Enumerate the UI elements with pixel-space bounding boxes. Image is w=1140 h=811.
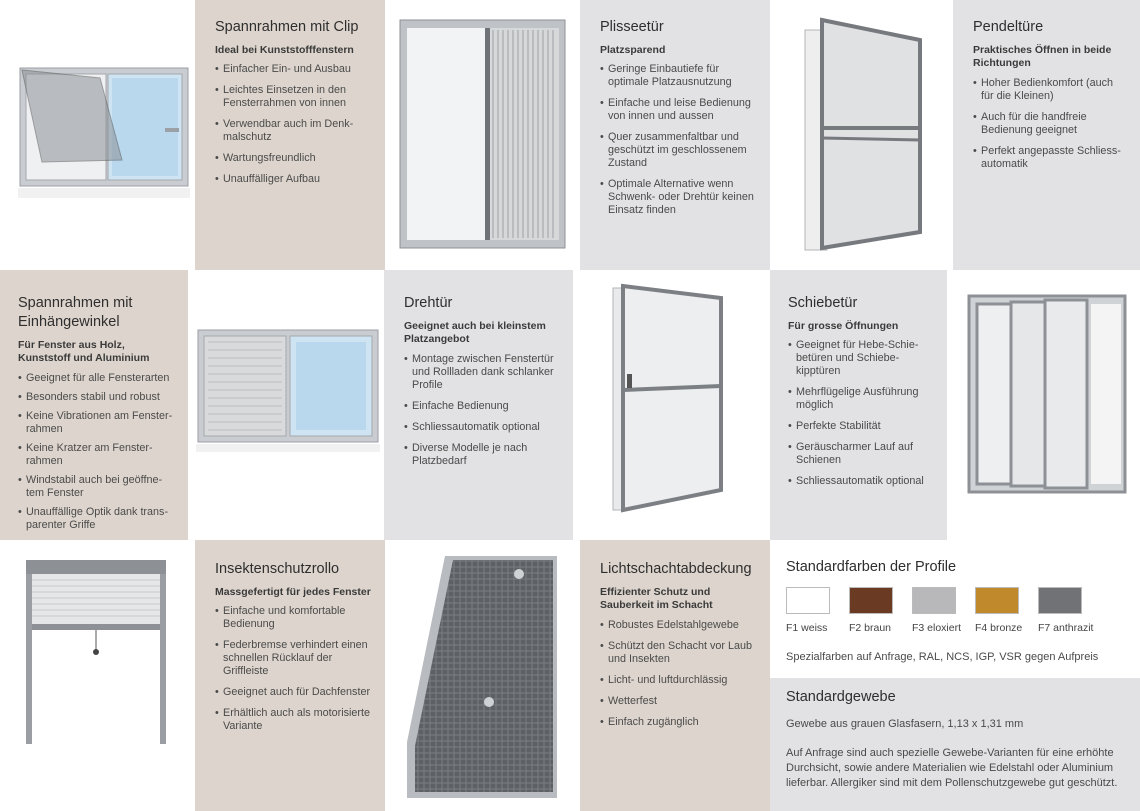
swatch-item	[1038, 587, 1100, 636]
swatch-label: F7 anthrazit	[1038, 621, 1094, 634]
swatch-label: F3 eloxiert	[912, 621, 962, 634]
swatch-anthracite	[1038, 587, 1082, 614]
list-item: • Federbremse verhindert einen schnellen Rücklauf der Griffleiste	[215, 639, 371, 678]
fabric-spec: Gewebe aus grauen Glasfasern, 1,13 x 1,31 mm	[786, 717, 1024, 730]
swatch-item	[849, 587, 911, 636]
list-item: • Einfache Bedienung	[404, 400, 559, 413]
list-item: • Einfache und leise Bedienung von innen und aussen	[600, 97, 756, 123]
pendeltuer-subtitle: Praktisches Öffnen in beide Richtungen	[973, 43, 1112, 70]
list-item: • Keine Kratzer am Fenster-rahmen	[18, 442, 174, 468]
list-item: • Wartungsfreundlich	[215, 152, 371, 165]
list-item: • Verwendbar auch im Denk-malschutz	[215, 118, 371, 144]
list-item: • Perfekte Stabilität	[788, 420, 933, 433]
list-item: • Geeignet auch für Dachfenster	[215, 686, 371, 699]
schiebetuer-title: Schiebetür	[788, 295, 858, 311]
drehtuer-title: Drehtür	[404, 295, 453, 311]
swatch-label: F4 bronze	[975, 621, 1023, 634]
spannrahmen-clip-subtitle: Ideal bei Kunststofffenstern	[215, 43, 354, 56]
fabric-title: Standardgewebe	[786, 689, 896, 705]
lichtschacht-subtitle: Effizienter Schutz und Sauberkeit im Schacht	[600, 585, 713, 612]
image-pendeltuer	[770, 0, 953, 270]
list-item: • Schliessautomatik optional	[788, 475, 933, 488]
swatch-anodized	[912, 587, 956, 614]
image-drehtuer	[573, 270, 770, 540]
list-item: • Einfach zugänglich	[600, 716, 756, 729]
pendeltuer-title: Pendeltüre	[973, 19, 1044, 35]
list-item: • Diverse Modelle je nach Platzbedarf	[404, 442, 559, 468]
list-item: • Optimale Alternative wenn Schwenk- oder Drehtür keinen Einsatz finden	[600, 178, 756, 217]
list-item: • Windstabil auch bei geöffne-tem Fenster	[18, 474, 174, 500]
image-schiebetuer	[947, 270, 1140, 540]
colors-title: Standardfarben der Profile	[786, 559, 957, 575]
plisseetuer-panel	[580, 0, 770, 270]
colors-panel	[770, 540, 1140, 678]
list-item: • Licht- und luftdurchlässig	[600, 674, 756, 687]
list-item: • Keine Vibrationen am Fenster-rahmen	[18, 410, 174, 436]
drehtuer-panel	[384, 270, 573, 540]
list-item: • Geringe Einbautiefe für optimale Platzausnutzung	[600, 63, 756, 89]
spannrahmen-winkel-title: Spannrahmen mit Einhängewinkel	[18, 295, 133, 330]
list-item: • Besonders stabil und robust	[18, 391, 174, 404]
list-item: • Wetterfest	[600, 695, 756, 708]
plisseetuer-subtitle: Platzsparend	[600, 43, 666, 56]
swatch-list	[786, 587, 1126, 636]
list-item: • Auch für die handfreie Bedienung geeignet	[973, 111, 1126, 137]
list-item: • Geeignet für alle Fensterarten	[18, 372, 174, 385]
list-item: • Montage zwischen Fenstertür und Rollladen dank schlanker Profile	[404, 353, 559, 392]
lichtschacht-title: Lichtschachtabdeckung	[600, 561, 752, 577]
list-item: • Hoher Bedienkomfort (auch für die Kleinen)	[973, 77, 1126, 103]
lichtschacht-panel	[580, 540, 770, 811]
swatch-item	[975, 587, 1037, 636]
list-item: • Einfache und komfortable Bedienung	[215, 605, 371, 631]
list-item: • Unauffällige Optik dank trans-parenter Griffe	[18, 506, 174, 532]
list-item: • Einfacher Ein- und Ausbau	[215, 63, 371, 76]
list-item: • Geeignet für Hebe-Schie-betüren und Schiebe-kipptüren	[788, 339, 933, 378]
insektenschutzrollo-subtitle: Massgefertigt für jedes Fenster	[215, 585, 371, 598]
spannrahmen-winkel-panel	[0, 270, 188, 540]
fabric-note: Auf Anfrage sind auch spezielle Gewebe-Varianten für eine erhöhte Durchsicht, sowie andere Materialien wie Edelstahl oder Aluminium lieferbar. Allergiker sind mit dem Pollenschutzgewebe gut geschützt.	[786, 746, 1118, 789]
spannrahmen-winkel-subtitle: Für Fenster aus Holz, Kunststoff und Aluminium	[18, 338, 150, 365]
schiebetuer-panel	[770, 270, 947, 540]
list-item: • Robustes Edelstahlgewebe	[600, 619, 756, 632]
insektenschutzrollo-panel	[195, 540, 385, 811]
list-item: • Mehrflügelige Ausführung möglich	[788, 386, 933, 412]
image-insektenschutzrollo	[0, 540, 195, 811]
list-item: • Schliessautomatik optional	[404, 421, 559, 434]
drehtuer-subtitle: Geeignet auch bei kleinstem Platzangebot	[404, 319, 546, 346]
image-spannrahmen-winkel	[188, 270, 384, 540]
swatch-brown	[849, 587, 893, 614]
image-plisseetuer	[385, 0, 580, 270]
schiebetuer-subtitle: Für grosse Öffnungen	[788, 319, 899, 332]
plisseetuer-title: Plisseetür	[600, 19, 664, 35]
insektenschutzrollo-title: Insektenschutzrollo	[215, 561, 340, 577]
list-item: • Geräuscharmer Lauf auf Schienen	[788, 441, 933, 467]
image-spannrahmen-clip	[0, 0, 195, 270]
pendeltuer-panel	[953, 0, 1140, 270]
list-item: • Erhältlich auch als motorisierte Variante	[215, 707, 371, 733]
swatch-white	[786, 587, 830, 614]
image-lichtschacht	[385, 540, 580, 811]
swatch-item	[786, 587, 848, 636]
swatch-label: F1 weiss	[786, 621, 828, 634]
spannrahmen-clip-panel	[195, 0, 385, 270]
special-colors-note: Spezialfarben auf Anfrage, RAL, NCS, IGP, VSR gegen Aufpreis	[786, 650, 1099, 663]
fabric-panel	[770, 678, 1140, 811]
list-item: • Quer zusammenfaltbar und geschützt im geschlossenem Zustand	[600, 131, 756, 170]
swatch-label: F2 braun	[849, 621, 892, 634]
spannrahmen-clip-title: Spannrahmen mit Clip	[215, 19, 359, 35]
swatch-item	[912, 587, 974, 636]
list-item: • Unauffälliger Aufbau	[215, 173, 371, 186]
list-item: • Schützt den Schacht vor Laub und Insekten	[600, 640, 756, 666]
swatch-bronze	[975, 587, 1019, 614]
list-item: • Leichtes Einsetzen in den Fensterrahmen von innen	[215, 84, 371, 110]
list-item: • Perfekt angepasste Schliess-automatik	[973, 145, 1126, 171]
